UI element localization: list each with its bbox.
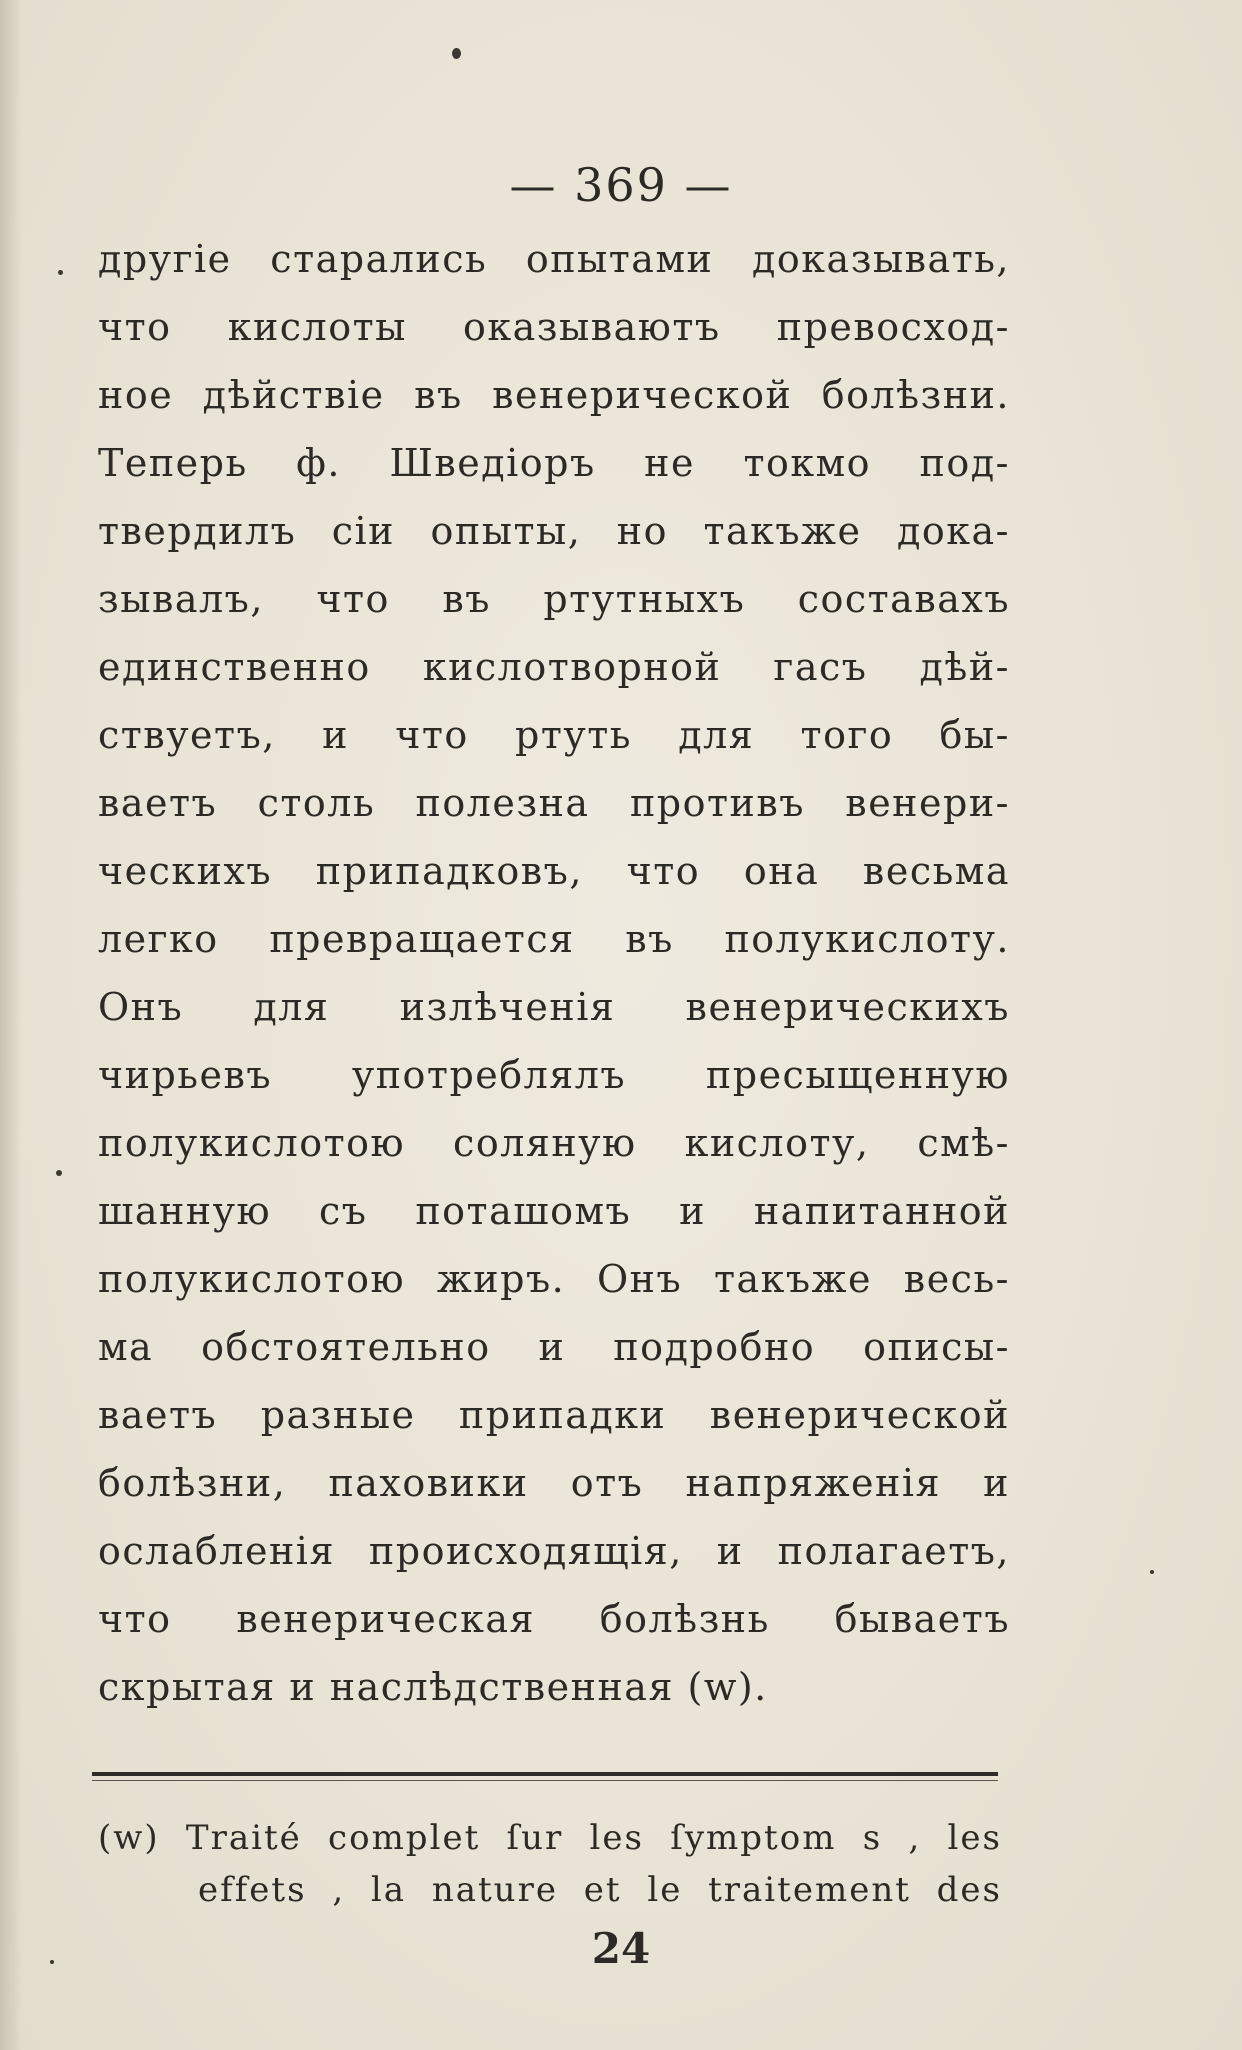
text-line: ваетъ разные припадки венерической xyxy=(98,1393,1010,1437)
text-line: полукислотою соляную кислоту, смѣ- xyxy=(98,1121,1010,1165)
footnote-line: effets , la nature et le traitement des xyxy=(198,1870,1002,1910)
footnote-rule xyxy=(92,1772,998,1776)
footnote xyxy=(98,1812,1002,1916)
text-line: Онъ для излѣченія венерическихъ xyxy=(98,985,1010,1029)
text-line: ваетъ столь полезна противъ венери- xyxy=(98,781,1010,825)
ink-speck xyxy=(1150,1570,1154,1574)
text-line: ма обстоятельно и подробно описы- xyxy=(98,1325,1010,1369)
text-line: что венерическая болѣзнь бываетъ xyxy=(98,1597,1010,1641)
body-text xyxy=(98,225,1010,1721)
text-line: твердилъ сіи опыты, но такъже дока- xyxy=(98,509,1010,553)
text-line: шанную съ поташомъ и напитанной xyxy=(98,1189,1010,1233)
text-line: что кислоты оказываютъ превосход- xyxy=(98,305,1010,349)
text-line: ное дѣйствіе въ венерической болѣзни. xyxy=(98,373,1010,417)
page-number-header: — 369 — xyxy=(509,158,733,212)
ink-speck xyxy=(56,1170,62,1176)
ink-speck xyxy=(58,270,63,275)
signature-mark: 24 xyxy=(591,1924,651,1973)
text-line: ослабленія происходящія, и полагаетъ, xyxy=(98,1529,1010,1573)
text-line: полукислотою жиръ. Онъ такъже весь- xyxy=(98,1257,1010,1301)
page-edge-shadow xyxy=(0,0,22,2050)
text-line: ствуетъ, и что ртуть для того бы- xyxy=(98,713,1010,757)
footnote-line: (w) Traité complet ſur les ſymptom s , les xyxy=(98,1818,1002,1858)
text-line: болѣзни, паховики отъ напряженія и xyxy=(98,1461,1010,1505)
text-line: единственно кислотворной гасъ дѣй- xyxy=(98,645,1010,689)
ink-speck xyxy=(452,48,461,59)
text-line: зывалъ, что въ ртутныхъ составахъ xyxy=(98,577,1010,621)
text-line: легко превращается въ полукислоту. xyxy=(98,917,1010,961)
text-line: другіе старались опытами доказывать, xyxy=(98,237,1010,281)
footnote-rule-thin xyxy=(92,1780,998,1781)
text-line: чирьевъ употреблялъ пресыщенную xyxy=(98,1053,1010,1097)
text-line: ческихъ припадковъ, что она весьма xyxy=(98,849,1010,893)
text-line: скрытая и наслѣдственная (w). xyxy=(98,1665,768,1709)
text-line: Теперь ф. Шведіоръ не токмо под- xyxy=(98,441,1010,485)
